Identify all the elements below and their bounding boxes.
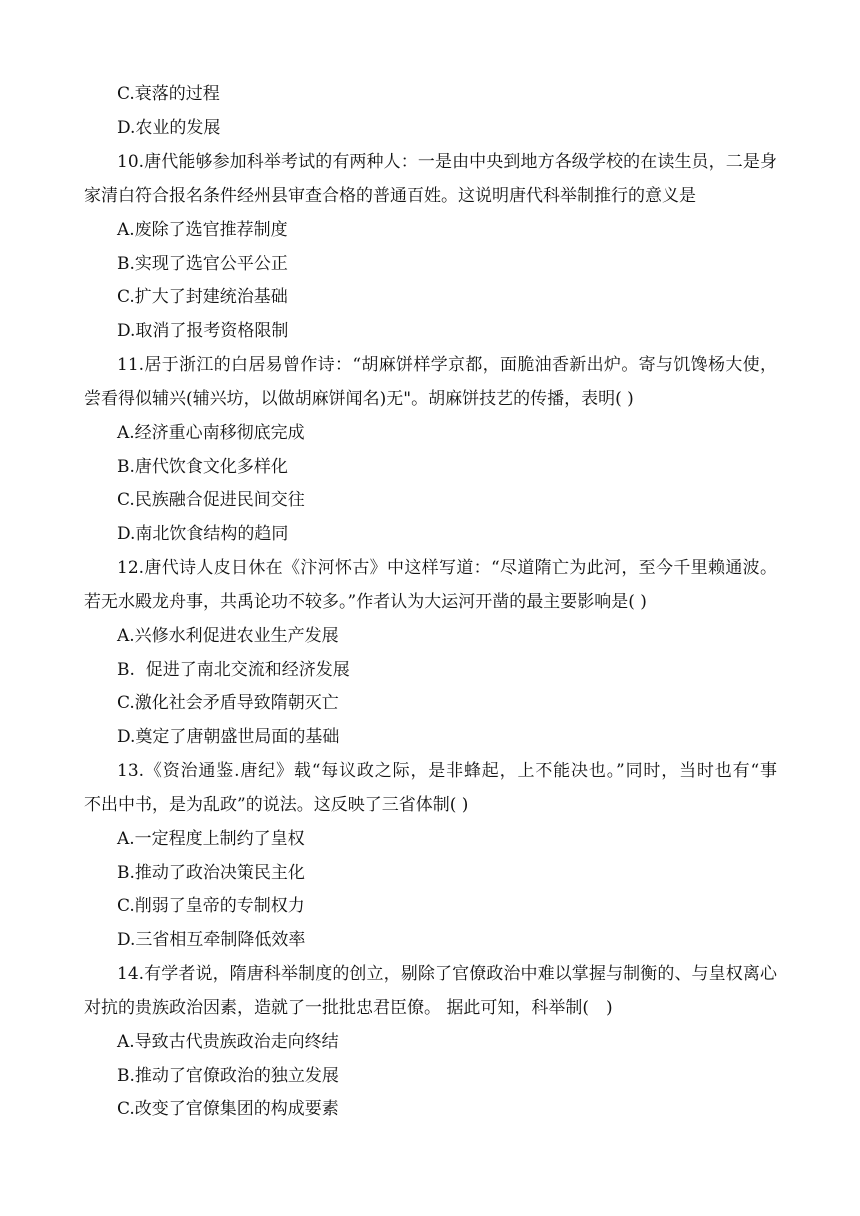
q14-option-b: B.推动了官僚政治的独立发展 — [117, 1066, 339, 1086]
q14-stem-line2: 对抗的贵族政治因素，造就了一批批忠君臣僚。 据此可知，科举制( ) — [84, 998, 613, 1018]
q13-stem-line2: 不出中书，是为乱政”的说法。这反映了三省体制( ) — [84, 795, 469, 815]
q11-stem-line2: 尝看得似辅兴(辅兴坊，以做胡麻饼闻名)无"。胡麻饼技艺的传播，表明( ) — [84, 389, 634, 409]
q12-stem-line2: 若无水殿龙舟事，共禹论功不较多。”作者认为大运河开凿的最主要影响是( ) — [84, 592, 647, 612]
q11-option-d: D.南北饮食结构的趋同 — [117, 524, 289, 544]
q14-stem-line1: 14.有学者说，隋唐科举制度的创立，剔除了官僚政治中难以掌握与制衡的、与皇权离心 — [117, 964, 777, 984]
q12-option-c: C.激化社会矛盾导致隋朝灭亡 — [117, 693, 339, 713]
q11-option-a: A.经济重心南移彻底完成 — [117, 423, 305, 443]
q10-option-d: D.取消了报考资格限制 — [117, 321, 289, 341]
q12-option-b: B. 促进了南北交流和经济发展 — [117, 660, 350, 680]
q10-option-c: C.扩大了封建统治基础 — [117, 287, 288, 307]
q12-option-d: D.奠定了唐朝盛世局面的基础 — [117, 727, 340, 747]
q13-option-a: A.一定程度上制约了皇权 — [117, 829, 305, 849]
q14-option-c: C.改变了官僚集团的构成要素 — [117, 1099, 339, 1119]
q13-option-c: C.削弱了皇帝的专制权力 — [117, 896, 305, 916]
q10-option-a: A.废除了选官推荐制度 — [117, 220, 288, 240]
q13-option-b: B.推动了政治决策民主化 — [117, 863, 305, 883]
q10-stem-line2: 家清白符合报名条件经州县审查合格的普通百姓。这说明唐代科举制推行的意义是 — [84, 186, 696, 206]
q11-option-b: B.唐代饮食文化多样化 — [117, 457, 288, 477]
q10-stem-line1: 10.唐代能够参加科举考试的有两种人：一是由中央到地方各级学校的在读生员，二是身 — [117, 152, 777, 172]
q12-option-a: A.兴修水利促进农业生产发展 — [117, 626, 339, 646]
q11-option-c: C.民族融合促进民间交往 — [117, 490, 305, 510]
q12-stem-line1: 12.唐代诗人皮日休在《汴河怀古》中这样写道：“尽道隋亡为此河，至今千里赖通波。 — [117, 558, 777, 578]
q14-option-a: A.导致古代贵族政治走向终结 — [117, 1032, 339, 1052]
q10-option-b: B.实现了选官公平公正 — [117, 254, 288, 274]
prev-option-c: C.衰落的过程 — [117, 84, 220, 104]
q11-stem-line1: 11.居于浙江的白居易曾作诗：“胡麻饼样学京都，面脆油香新出炉。寄与饥馋杨大使， — [117, 355, 777, 375]
prev-option-d: D.农业的发展 — [117, 118, 221, 138]
q13-stem-line1: 13.《资治通鉴.唐纪》载“每议政之际，是非蜂起，上不能决也。”同时，当时也有“事 — [117, 761, 777, 781]
q13-option-d: D.三省相互牵制降低效率 — [117, 930, 306, 950]
